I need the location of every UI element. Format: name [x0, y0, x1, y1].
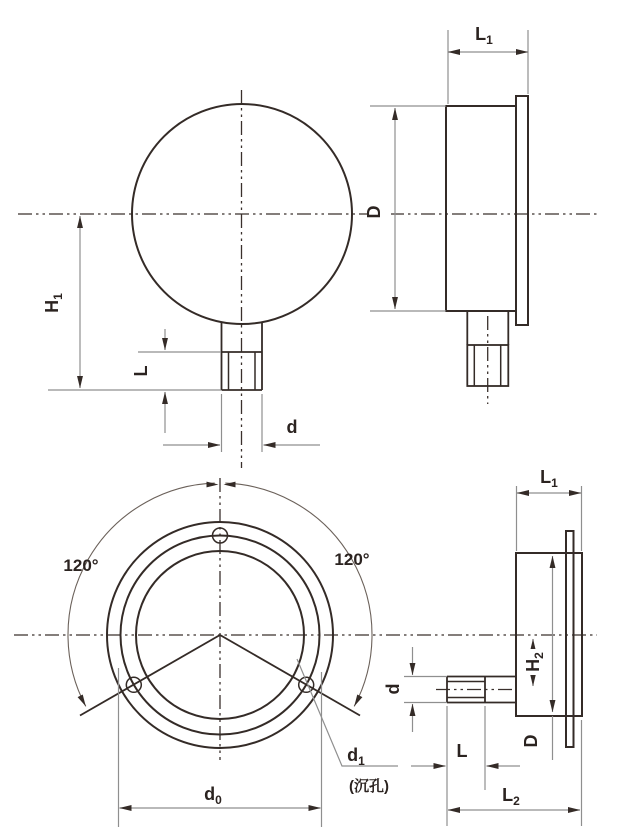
- case-profile: [446, 106, 516, 311]
- dim-label-l-bottom: L: [456, 741, 468, 761]
- back-view: [63, 482, 398, 827]
- counterbore-note: (沉孔): [349, 778, 389, 795]
- dim-label-l1-top: $L_1$: [475, 24, 493, 47]
- side-view-bottom: [383, 467, 582, 826]
- dim-label-d1: $d_1$: [347, 745, 365, 768]
- dim-label-dia-bottom: D: [521, 734, 541, 748]
- dim-label-dia-top: D: [364, 205, 384, 219]
- dim-label-d0: $d_0$: [204, 784, 222, 807]
- dim-label-l: L: [131, 365, 151, 377]
- angle-label-right: 120°: [334, 550, 370, 569]
- dim-label-l1-bottom: $L_1$: [540, 467, 558, 490]
- dim-label-l2: $L_2$: [502, 785, 520, 808]
- dim-label-d: d: [286, 417, 298, 437]
- dim-label-h1: $H_1$: [42, 293, 65, 313]
- flange-plate-profile-bottom: [566, 531, 574, 747]
- front-view: [42, 104, 352, 452]
- flange-plate-profile: [516, 96, 528, 325]
- centerlines: [14, 90, 598, 760]
- angle-label-left: 120°: [63, 556, 99, 575]
- dim-label-d-bottom: d: [383, 683, 403, 695]
- dim-label-h2: $H_2$: [523, 652, 546, 672]
- side-view-top: [364, 24, 528, 386]
